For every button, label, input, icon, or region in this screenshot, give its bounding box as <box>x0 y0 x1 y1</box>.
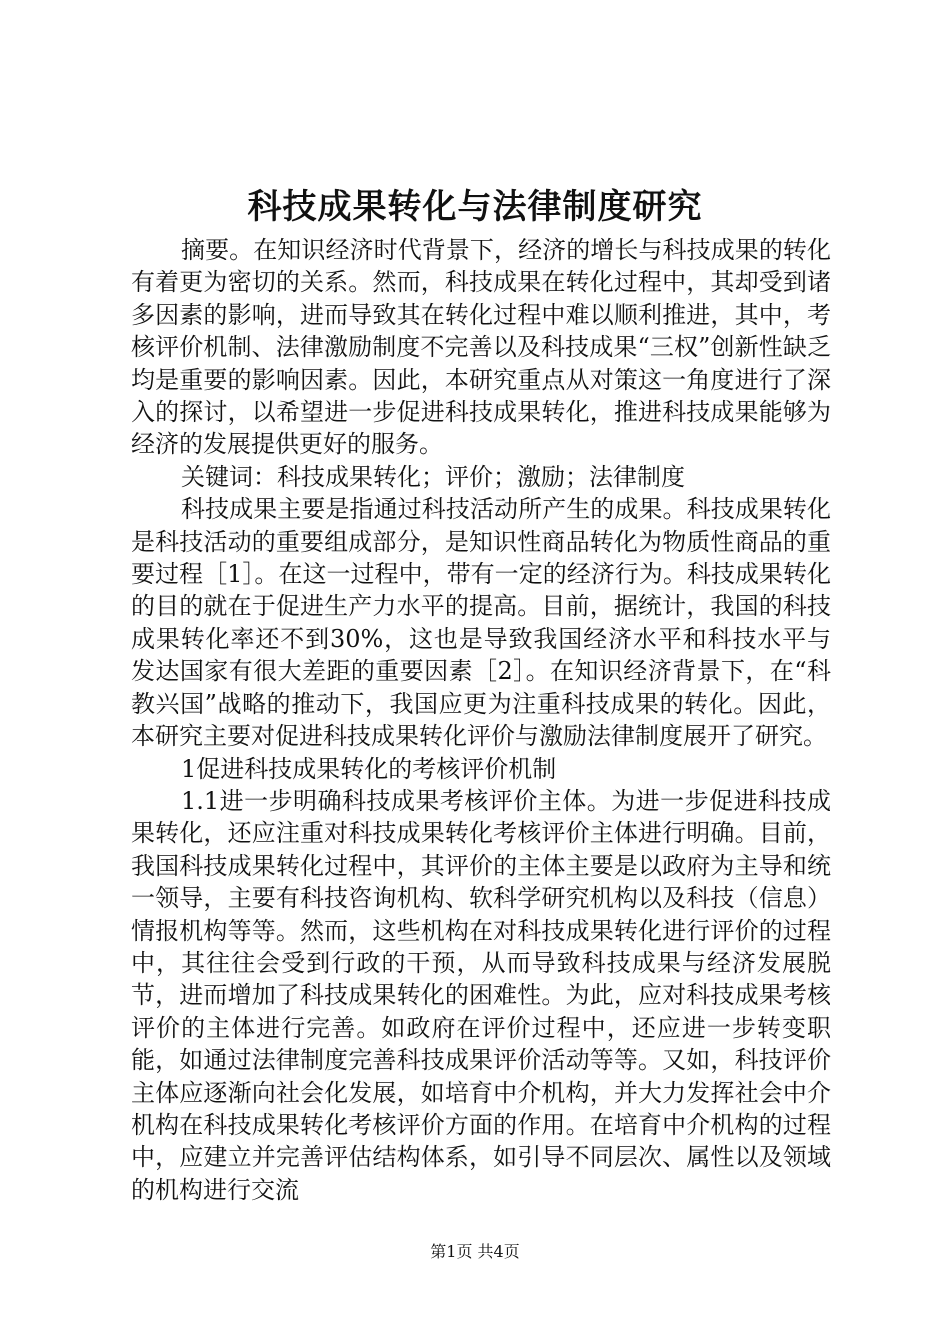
document-title: 科技成果转化与法律制度研究 <box>247 187 703 227</box>
section-heading: 1促进科技成果转化的考核评价机制 <box>181 754 557 783</box>
keywords-paragraph: 关键词：科技成果转化；评价；激励；法律制度 <box>181 462 685 491</box>
subsection-paragraph: 1.1进一步明确科技成果考核评价主体。为进一步促进科技成果转化，还应注重对科技成果转化考核评价主体进行明确。目前，我国科技成果转化过程中，其评价的主体主要是以政府为主导和统一领导，主要有科技咨询机构、软科学研究机构以及科技（信息）情报机构等等。然而，这些机构在对科技成果转化进行评价的过程中，其往往会受到行政的干预，从而导致科技成果与经济发展脱节，进而增加了科技成果转化的困难性。为此，应对科技成果考核评价的主体进行完善。如政府在评价过程中，还应进一步转变职能，如通过法律制度完善科技成果评价活动等等。又如，科技评价主体应逐渐向社会化发展，如培育中介机构，并大力发挥社会中介机构在科技成果转化考核评价方面的作用。在培育中介机构的过程中，应建立并完善评估结构体系，如引导不同层次、属性以及领域的机构进行交流 <box>131 786 831 1204</box>
intro-paragraph: 科技成果主要是指通过科技活动所产生的成果。科技成果转化是科技活动的重要组成部分，是知识性商品转化为物质性商品的重要过程［1］。在这一过程中，带有一定的经济行为。科技成果转化的目的就在于促进生产力水平的提高。目前，据统计，我国的科技成果转化率还不到30%，这也是导致我国经济水平和科技水平与发达国家有很大差距的重要因素［2］。在知识经济背景下，在“科教兴国”战略的推动下，我国应更为注重科技成果的转化。因此，本研究主要对促进科技成果转化评价与激励法律制度展开了研究。 <box>131 495 831 751</box>
document-body <box>131 234 831 1206</box>
abstract-paragraph: 摘要。在知识经济时代背景下，经济的增长与科技成果的转化有着更为密切的关系。然而，科技成果在转化过程中，其却受到诸多因素的影响，进而导致其在转化过程中难以顺利推进，其中，考核评价机制、法律激励制度不完善以及科技成果“三权”创新性缺乏均是重要的影响因素。因此，本研究重点从对策这一角度进行了深入的探讨，以希望进一步促进科技成果转化，推进科技成果能够为经济的发展提供更好的服务。 <box>131 236 831 459</box>
page-number-footer: 第1页 共4页 <box>430 1242 520 1261</box>
